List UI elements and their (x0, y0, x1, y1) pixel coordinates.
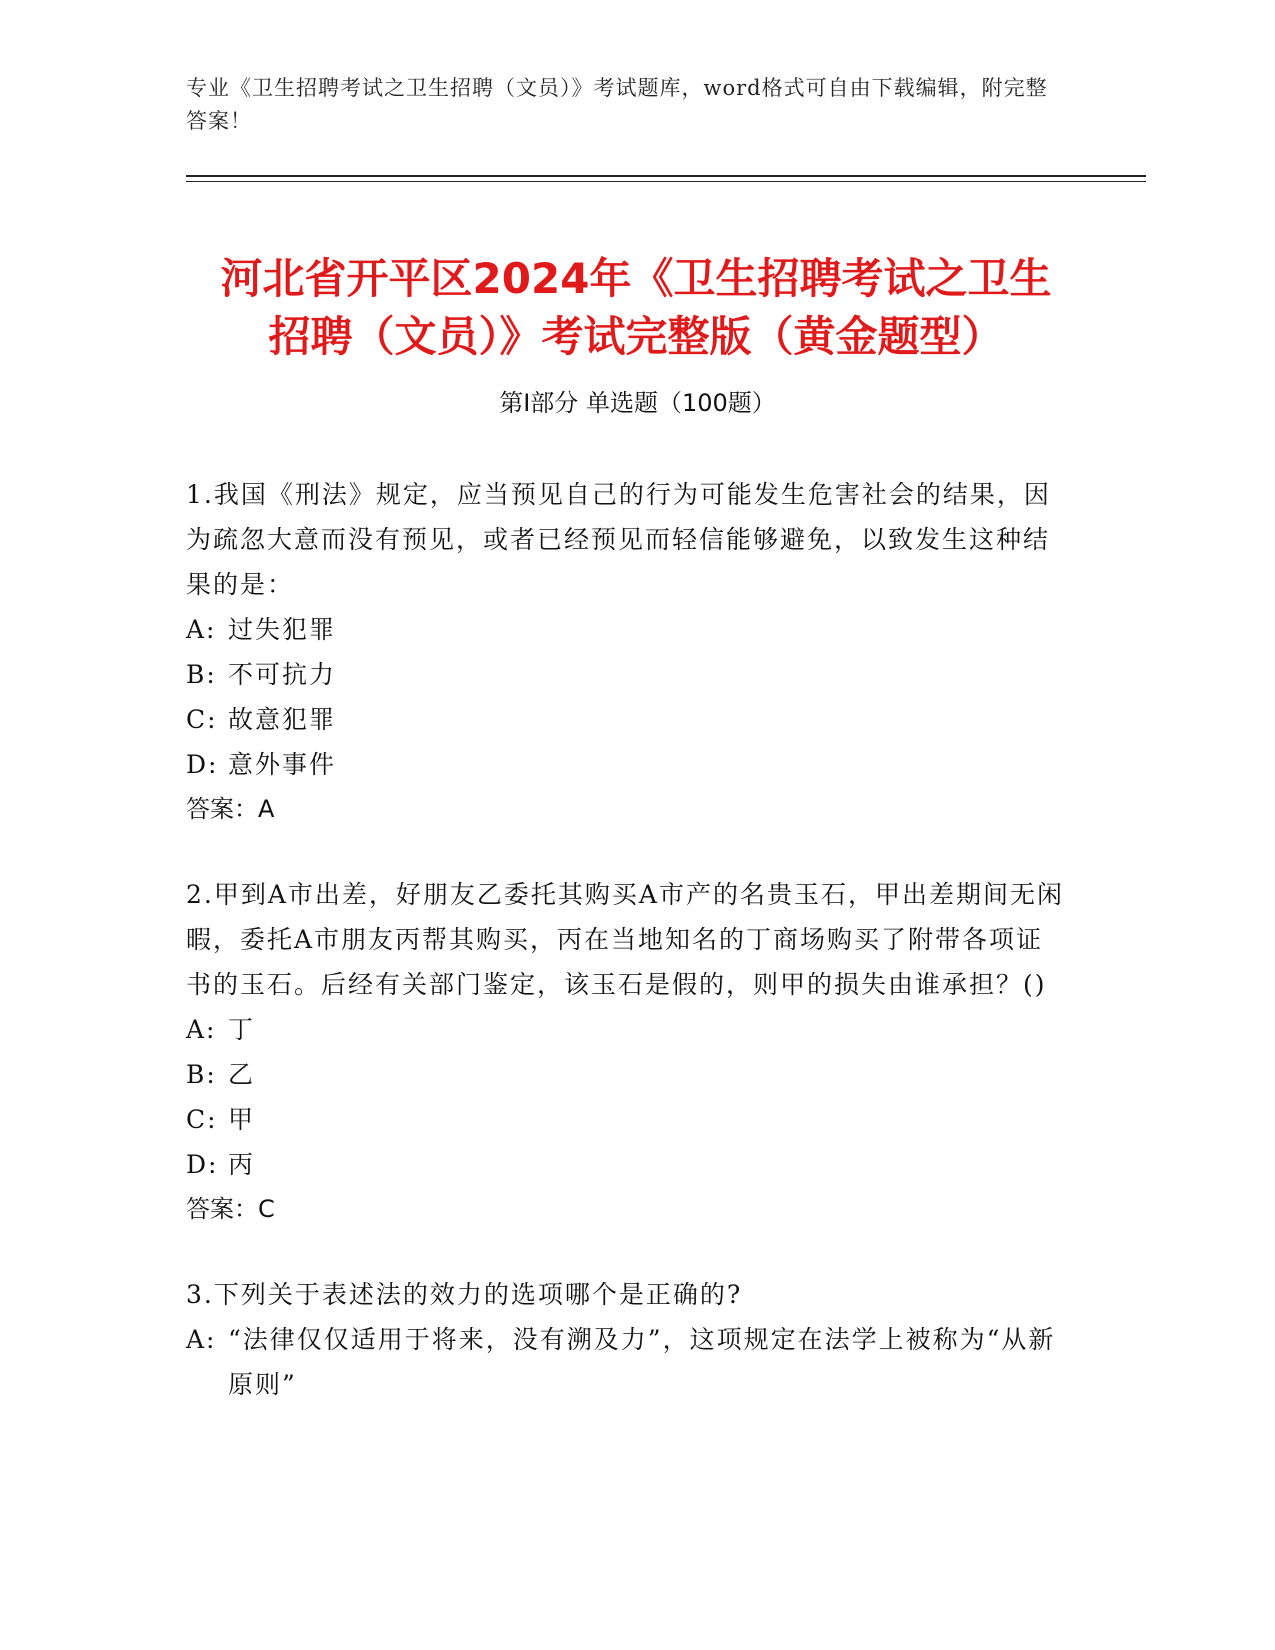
option-c (186, 697, 1066, 742)
option-key: C: (186, 1105, 218, 1134)
question-2 (186, 872, 1066, 1232)
option-c (186, 1097, 1066, 1142)
header-divider-thick (186, 175, 1146, 177)
header-note: 专业《卫生招聘考试之卫生招聘（文员）》考试题库，word格式可自由下载编辑，附完整答案！ (186, 76, 1048, 133)
option-a (186, 1317, 1066, 1407)
document-title-line-1: 河北省开平区2024年《卫生招聘考试之卫生 (220, 254, 1052, 304)
option-text: 过失犯罪 (228, 615, 337, 644)
answer-line: 答案：C (186, 1195, 275, 1223)
option-text: 丙 (228, 1150, 256, 1179)
document-title-line-2: 招聘（文员）》考试完整版（黄金题型） (268, 312, 1004, 362)
question-stem: 2.甲到A市出差，好朋友乙委托其购买A市产的名贵玉石，甲出差期间无闲暇，委托A市朋友丙帮其购买，丙在当地知名的丁商场购买了附带各项证书的玉石。后经有关部门鉴定，该玉石是假的，则甲的损失由谁承担？() (186, 880, 1064, 999)
option-a (186, 607, 1066, 652)
question-stem: 1.我国《刑法》规定，应当预见自己的行为可能发生危害社会的结果，因为疏忽大意而没有预见，或者已经预见而轻信能够避免，以致发生这种结果的是： (186, 480, 1051, 599)
option-key: A: (186, 615, 217, 644)
option-text: “法律仅仅适用于将来，没有溯及力”，这项规定在法学上被称为“从新原则” (228, 1325, 1056, 1399)
option-key: D: (186, 750, 219, 779)
question-stem: 3.下列关于表述法的效力的选项哪个是正确的? (186, 1280, 743, 1309)
option-b (186, 1052, 1066, 1097)
option-text: 不可抗力 (228, 660, 337, 689)
option-key: A: (186, 1325, 217, 1354)
option-b (186, 652, 1066, 697)
option-d (186, 742, 1066, 787)
question-1 (186, 472, 1066, 832)
question-list (186, 472, 1066, 1447)
option-list (186, 1007, 1066, 1187)
option-list (186, 1317, 1066, 1407)
option-key: B: (186, 660, 217, 689)
option-key: A: (186, 1015, 217, 1044)
option-key: D: (186, 1150, 219, 1179)
option-text: 意外事件 (228, 750, 337, 779)
option-text: 乙 (228, 1060, 256, 1089)
option-text: 故意犯罪 (228, 705, 337, 734)
option-text: 甲 (228, 1105, 256, 1134)
option-a (186, 1007, 1066, 1052)
document-title (186, 250, 1086, 366)
option-list (186, 607, 1066, 787)
section-heading: 第Ⅰ部分 单选题（100题） (499, 389, 776, 417)
header-divider-thin (186, 181, 1146, 182)
answer-line: 答案：A (186, 795, 275, 823)
option-key: C: (186, 705, 218, 734)
option-d (186, 1142, 1066, 1187)
option-key: B: (186, 1060, 217, 1089)
option-text: 丁 (228, 1015, 256, 1044)
question-3 (186, 1272, 1066, 1407)
